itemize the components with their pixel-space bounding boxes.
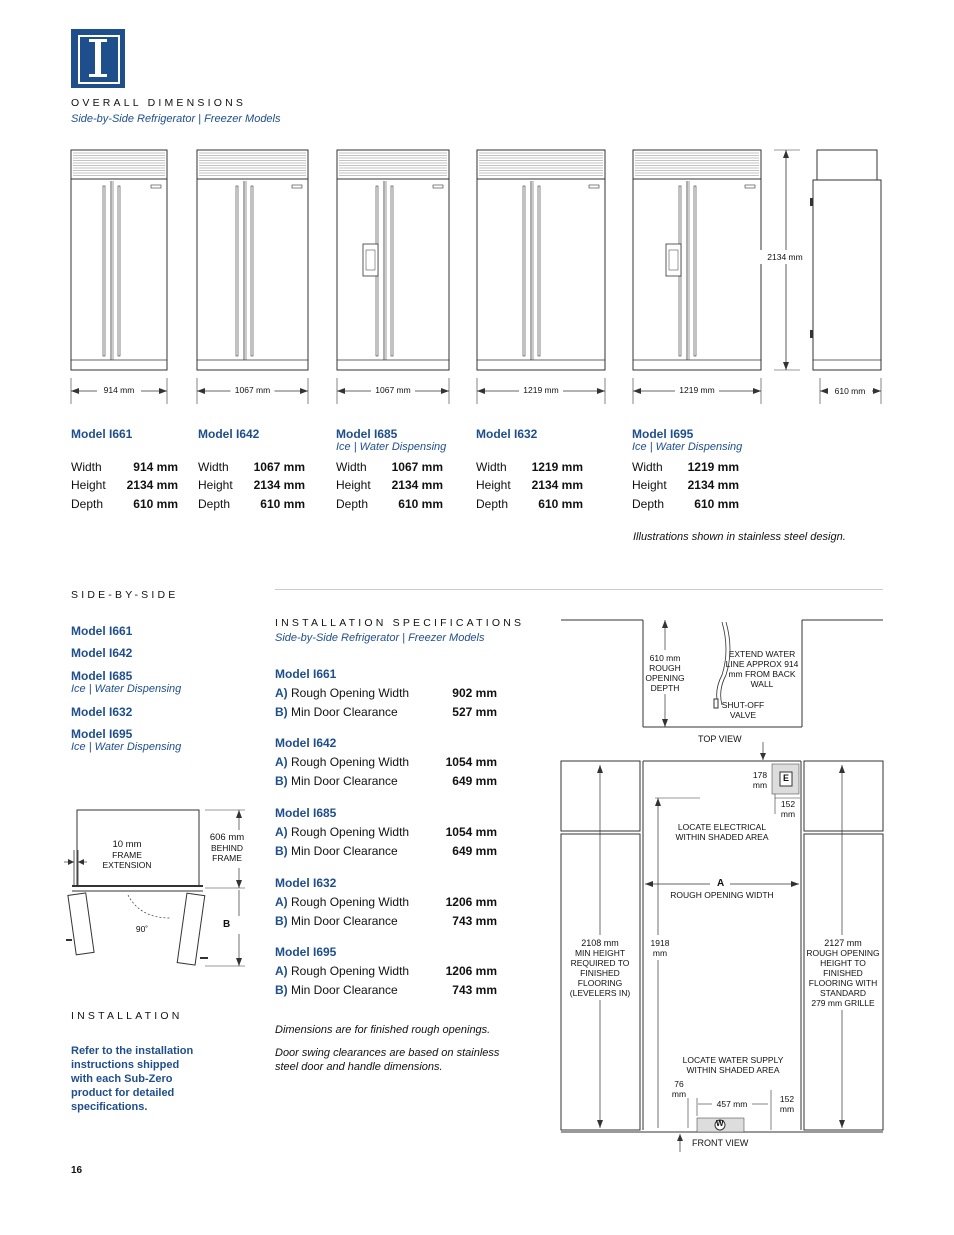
right-height-label: 2127 mm ROUGH OPENING HEIGHT TO FINISHED FLOORING WITH STANDARD 279 mm GRILLE xyxy=(806,938,880,1008)
sidebar-model: Model I685 xyxy=(71,669,133,683)
row-b-letter: B) xyxy=(275,705,288,719)
spec-label-width: Width xyxy=(336,460,367,474)
install-model-name: Model I632 xyxy=(275,876,337,890)
spec-value-height: 2134 mm xyxy=(253,478,305,492)
side-view-fridge xyxy=(760,150,881,404)
e178-label: 178 mm xyxy=(752,770,768,790)
spec-value-depth: 610 mm xyxy=(398,497,443,511)
model-name: Model I685 xyxy=(336,427,398,441)
install-specs-subtitle: Side-by-Side Refrigerator | Freezer Models xyxy=(275,632,485,644)
model-sub: Ice | Water Dispensing xyxy=(336,441,447,453)
spec-label-depth: Depth xyxy=(336,497,369,511)
left-height-label: 2108 mm MIN HEIGHT REQUIRED TO FINISHED FLOORING (LEVELERS IN) xyxy=(569,938,631,998)
fridge-illustrations xyxy=(0,140,954,410)
spec-label-height: Height xyxy=(71,478,106,492)
spec-value-depth: 610 mm xyxy=(133,497,178,511)
install-model-name: Model I661 xyxy=(275,667,337,681)
spec-value-width: 1219 mm xyxy=(687,460,739,474)
row-b-value: 743 mm xyxy=(452,983,497,997)
row-a-letter: A) xyxy=(275,686,288,700)
e-box-label: E xyxy=(783,773,790,783)
a-label: A xyxy=(717,878,725,889)
top-view-label: TOP VIEW xyxy=(698,734,742,744)
row-a-letter: A) xyxy=(275,964,288,978)
row-b-value: 527 mm xyxy=(452,705,497,719)
spec-label-height: Height xyxy=(632,478,667,492)
behind-frame-label: 606 mm BEHIND FRAME xyxy=(209,832,245,863)
install-row-b xyxy=(275,983,497,997)
row-b-value: 649 mm xyxy=(452,844,497,858)
sidebar-model-sub: Ice | Water Dispensing xyxy=(71,683,182,695)
row-a-text: Rough Opening Width xyxy=(291,895,410,909)
install-row-a xyxy=(275,895,497,909)
rough-width-label: ROUGH OPENING WIDTH xyxy=(670,890,774,900)
model-sub: Ice | Water Dispensing xyxy=(632,441,743,453)
row-b-letter: B) xyxy=(275,844,288,858)
fridge-5 xyxy=(633,150,761,404)
fridge-width-label: 1219 mm xyxy=(679,385,715,395)
row-b-value: 649 mm xyxy=(452,774,497,788)
spec-value-width: 914 mm xyxy=(133,460,178,474)
row-b-text: Min Door Clearance xyxy=(291,705,398,719)
sidebar-model: Model I642 xyxy=(71,646,133,660)
e152-label: 152 mm xyxy=(780,799,796,819)
w76-label: 76 mm xyxy=(671,1079,687,1099)
spec-value-depth: 610 mm xyxy=(538,497,583,511)
shutoff-label: SHUT-OFF VALVE xyxy=(721,700,765,720)
installation-title: INSTALLATION xyxy=(71,1010,183,1022)
electrical-label: LOCATE ELECTRICAL WITHIN SHADED AREA xyxy=(675,822,769,842)
spec-value-height: 2134 mm xyxy=(391,478,443,492)
page-number: 16 xyxy=(71,1165,83,1176)
extend-water-label: EXTEND WATER LINE APPROX 914 mm FROM BACK WALL xyxy=(725,649,799,689)
fridge-width-label: 914 mm xyxy=(103,385,135,395)
divider xyxy=(275,589,883,590)
install-model-name: Model I685 xyxy=(275,806,337,820)
row-b-letter: B) xyxy=(275,774,288,788)
fridge-1 xyxy=(71,150,167,404)
install-note-1: Dimensions are for finished rough openings. xyxy=(275,1024,491,1036)
fridge-width-label: 1067 mm xyxy=(375,385,411,395)
row-a-value: 1054 mm xyxy=(445,755,497,769)
install-note-2: Door swing clearances are based on stainless steel door and handle dimensions. xyxy=(275,1047,500,1073)
install-row-a xyxy=(275,755,497,769)
model-name: Model I695 xyxy=(632,427,694,441)
install-row-b xyxy=(275,844,497,858)
row-a-value: 1206 mm xyxy=(445,964,497,978)
spec-label-width: Width xyxy=(198,460,229,474)
installation-text: Refer to the installation instructions shipped with each Sub-Zero product for detailed specifications. xyxy=(71,1045,194,1113)
install-row-b xyxy=(275,705,497,719)
fridge-3 xyxy=(337,150,449,404)
row-a-value: 1054 mm xyxy=(445,825,497,839)
row-a-text: Rough Opening Width xyxy=(291,686,410,700)
fridge-width-label: 1067 mm xyxy=(234,385,271,395)
spec-label-depth: Depth xyxy=(632,497,665,511)
b-label: B xyxy=(223,919,231,930)
sidebar-model: Model I661 xyxy=(71,624,133,638)
angle-label: 90˚ xyxy=(135,924,149,934)
water-label: LOCATE WATER SUPPLY WITHIN SHADED AREA xyxy=(682,1055,784,1075)
row-b-value: 743 mm xyxy=(452,914,497,928)
spec-label-height: Height xyxy=(198,478,233,492)
mid-height-label: 1918 mm xyxy=(650,938,670,958)
row-a-value: 1206 mm xyxy=(445,895,497,909)
fridge-4 xyxy=(477,150,605,404)
spec-value-width: 1219 mm xyxy=(531,460,583,474)
install-row-b xyxy=(275,774,497,788)
row-b-letter: B) xyxy=(275,983,288,997)
spec-value-height: 2134 mm xyxy=(126,478,178,492)
row-b-text: Min Door Clearance xyxy=(291,774,398,788)
spec-value-width: 1067 mm xyxy=(253,460,305,474)
model-name: Model I642 xyxy=(198,427,260,441)
frame-extension-label: 10 mm FRAME EXTENSION xyxy=(102,839,152,870)
row-a-letter: A) xyxy=(275,895,288,909)
row-b-text: Min Door Clearance xyxy=(291,983,398,997)
top-depth-label: 610 mm ROUGH OPENING DEPTH xyxy=(645,653,685,693)
model-name: Model I661 xyxy=(71,427,133,441)
install-row-b xyxy=(275,914,497,928)
install-model-name: Model I695 xyxy=(275,945,337,959)
spec-label-depth: Depth xyxy=(476,497,509,511)
spec-value-height: 2134 mm xyxy=(687,478,739,492)
sidebar-title: SIDE-BY-SIDE xyxy=(71,589,179,601)
row-a-value: 902 mm xyxy=(452,686,497,700)
side-height-label: 2134 mm xyxy=(767,252,803,262)
row-a-text: Rough Opening Width xyxy=(291,755,410,769)
spec-label-height: Height xyxy=(476,478,511,492)
row-b-text: Min Door Clearance xyxy=(291,844,398,858)
row-b-text: Min Door Clearance xyxy=(291,914,398,928)
spec-label-width: Width xyxy=(476,460,507,474)
w152-label: 152 mm xyxy=(779,1094,795,1114)
install-row-a xyxy=(275,686,497,700)
front-view-label: FRONT VIEW xyxy=(692,1138,749,1148)
section-subtitle: Side-by-Side Refrigerator | Freezer Models xyxy=(71,113,281,125)
row-a-text: Rough Opening Width xyxy=(291,964,410,978)
spec-label-width: Width xyxy=(632,460,663,474)
row-a-letter: A) xyxy=(275,825,288,839)
row-a-text: Rough Opening Width xyxy=(291,825,410,839)
row-a-letter: A) xyxy=(275,755,288,769)
install-model-name: Model I642 xyxy=(275,736,337,750)
install-row-a xyxy=(275,964,497,978)
sub-zero-logo xyxy=(71,29,125,88)
spec-value-height: 2134 mm xyxy=(531,478,583,492)
spec-value-width: 1067 mm xyxy=(391,460,443,474)
model-name: Model I632 xyxy=(476,427,538,441)
side-depth-label: 610 mm xyxy=(834,386,866,396)
spec-value-depth: 610 mm xyxy=(694,497,739,511)
spec-label-depth: Depth xyxy=(198,497,231,511)
w457-label: 457 mm xyxy=(716,1099,748,1109)
sidebar-model: Model I632 xyxy=(71,705,133,719)
door-clearance-diagram xyxy=(60,800,260,980)
fridge-width-label: 1219 mm xyxy=(523,385,559,395)
install-specs-title: INSTALLATION SPECIFICATIONS xyxy=(275,617,525,629)
illustration-note: Illustrations shown in stainless steel design. xyxy=(633,531,846,543)
sidebar-model-sub: Ice | Water Dispensing xyxy=(71,741,182,753)
spec-value-depth: 610 mm xyxy=(260,497,305,511)
fridge-2 xyxy=(197,150,308,404)
spec-label-height: Height xyxy=(336,478,371,492)
row-b-letter: B) xyxy=(275,914,288,928)
sidebar-model: Model I695 xyxy=(71,727,133,741)
install-row-a xyxy=(275,825,497,839)
w-box-label: W xyxy=(716,1119,724,1128)
section-title: OVERALL DIMENSIONS xyxy=(71,97,247,109)
spec-label-width: Width xyxy=(71,460,102,474)
spec-label-depth: Depth xyxy=(71,497,104,511)
